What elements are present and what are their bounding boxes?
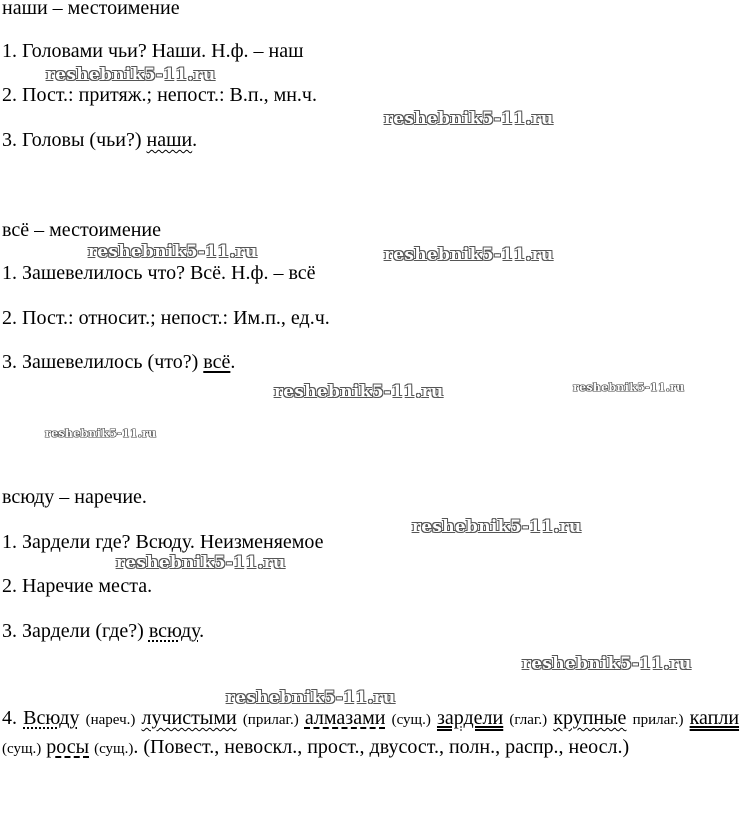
block4-word5: крупные bbox=[553, 707, 627, 729]
block4-tag4: (глаг.) bbox=[509, 712, 548, 728]
block1-line3-end: . bbox=[192, 129, 198, 151]
block3-title: всюду – наречие. bbox=[2, 486, 147, 508]
watermark: reshebnik5-11.ru bbox=[116, 553, 286, 573]
block4-tag3: (сущ.) bbox=[391, 712, 431, 728]
watermark: reshebnik5-11.ru bbox=[384, 245, 554, 265]
block3-line3-word: всюду bbox=[148, 620, 200, 642]
watermark: reshebnik5-11.ru bbox=[573, 381, 685, 394]
watermark: reshebnik5-11.ru bbox=[412, 517, 582, 537]
block1-line1: 1. Головами чьи? Наши. Н.ф. – наш bbox=[2, 40, 304, 62]
block4-tag7: (сущ.) bbox=[94, 741, 134, 757]
block1-line2: 2. Пост.: притяж.; непост.: В.п., мн.ч. bbox=[2, 84, 317, 106]
block2-line3-end: . bbox=[230, 351, 236, 373]
block1-line3-word: наши bbox=[146, 129, 193, 151]
block4-tail: . (Повест., невоскл., прост., двусост., полн., распр., неосл.) bbox=[133, 736, 630, 758]
watermark: reshebnik5-11.ru bbox=[522, 654, 692, 674]
watermark: reshebnik5-11.ru bbox=[384, 109, 554, 129]
block3-line3 bbox=[2, 619, 204, 643]
block4-word1: Всюду bbox=[23, 707, 80, 729]
block4-word6: капли bbox=[689, 707, 740, 729]
watermark: reshebnik5-11.ru bbox=[226, 688, 396, 708]
block2-line3 bbox=[2, 350, 235, 374]
block4-word4: зардели bbox=[436, 707, 504, 729]
block3-line3-end: . bbox=[199, 620, 205, 642]
block4-word7: росы bbox=[46, 736, 90, 758]
block2-line2: 2. Пост.: относит.; непост.: Им.п., ед.ч. bbox=[2, 307, 330, 329]
block4-tag1: (нареч.) bbox=[85, 712, 136, 728]
block4-tag2: (прилаг.) bbox=[242, 712, 299, 728]
block1-title: наши – местоимение bbox=[2, 0, 180, 19]
block2-line3-word: всё bbox=[203, 351, 231, 373]
watermark: reshebnik5-11.ru bbox=[46, 65, 216, 85]
watermark: reshebnik5-11.ru bbox=[274, 382, 444, 402]
block2-line3-text: 3. Зашевелилось (что?) bbox=[2, 351, 204, 373]
block4-tag6: (сущ.) bbox=[2, 741, 42, 757]
block3-line2: 2. Наречие места. bbox=[2, 575, 153, 597]
block4-num: 4. bbox=[2, 707, 24, 729]
block3-line3-text: 3. Зардели (где?) bbox=[2, 620, 149, 642]
block2-line1: 1. Зашевелилось что? Всё. Н.ф. – всё bbox=[2, 262, 316, 284]
watermark: reshebnik5-11.ru bbox=[88, 242, 258, 262]
block3-line1: 1. Зардели где? Всюду. Неизменяемое bbox=[2, 531, 324, 553]
block1-line3 bbox=[2, 128, 197, 152]
block1-line3-text: 3. Головы (чьи?) bbox=[2, 129, 147, 151]
block4-paragraph bbox=[2, 705, 739, 763]
block4-word2: лучистыми bbox=[141, 707, 237, 729]
block2-title: всё – местоимение bbox=[2, 219, 161, 241]
block4-tag5: прилаг.) bbox=[632, 712, 684, 728]
block4-word3: алмазами bbox=[304, 707, 386, 729]
watermark: reshebnik5-11.ru bbox=[45, 427, 157, 440]
